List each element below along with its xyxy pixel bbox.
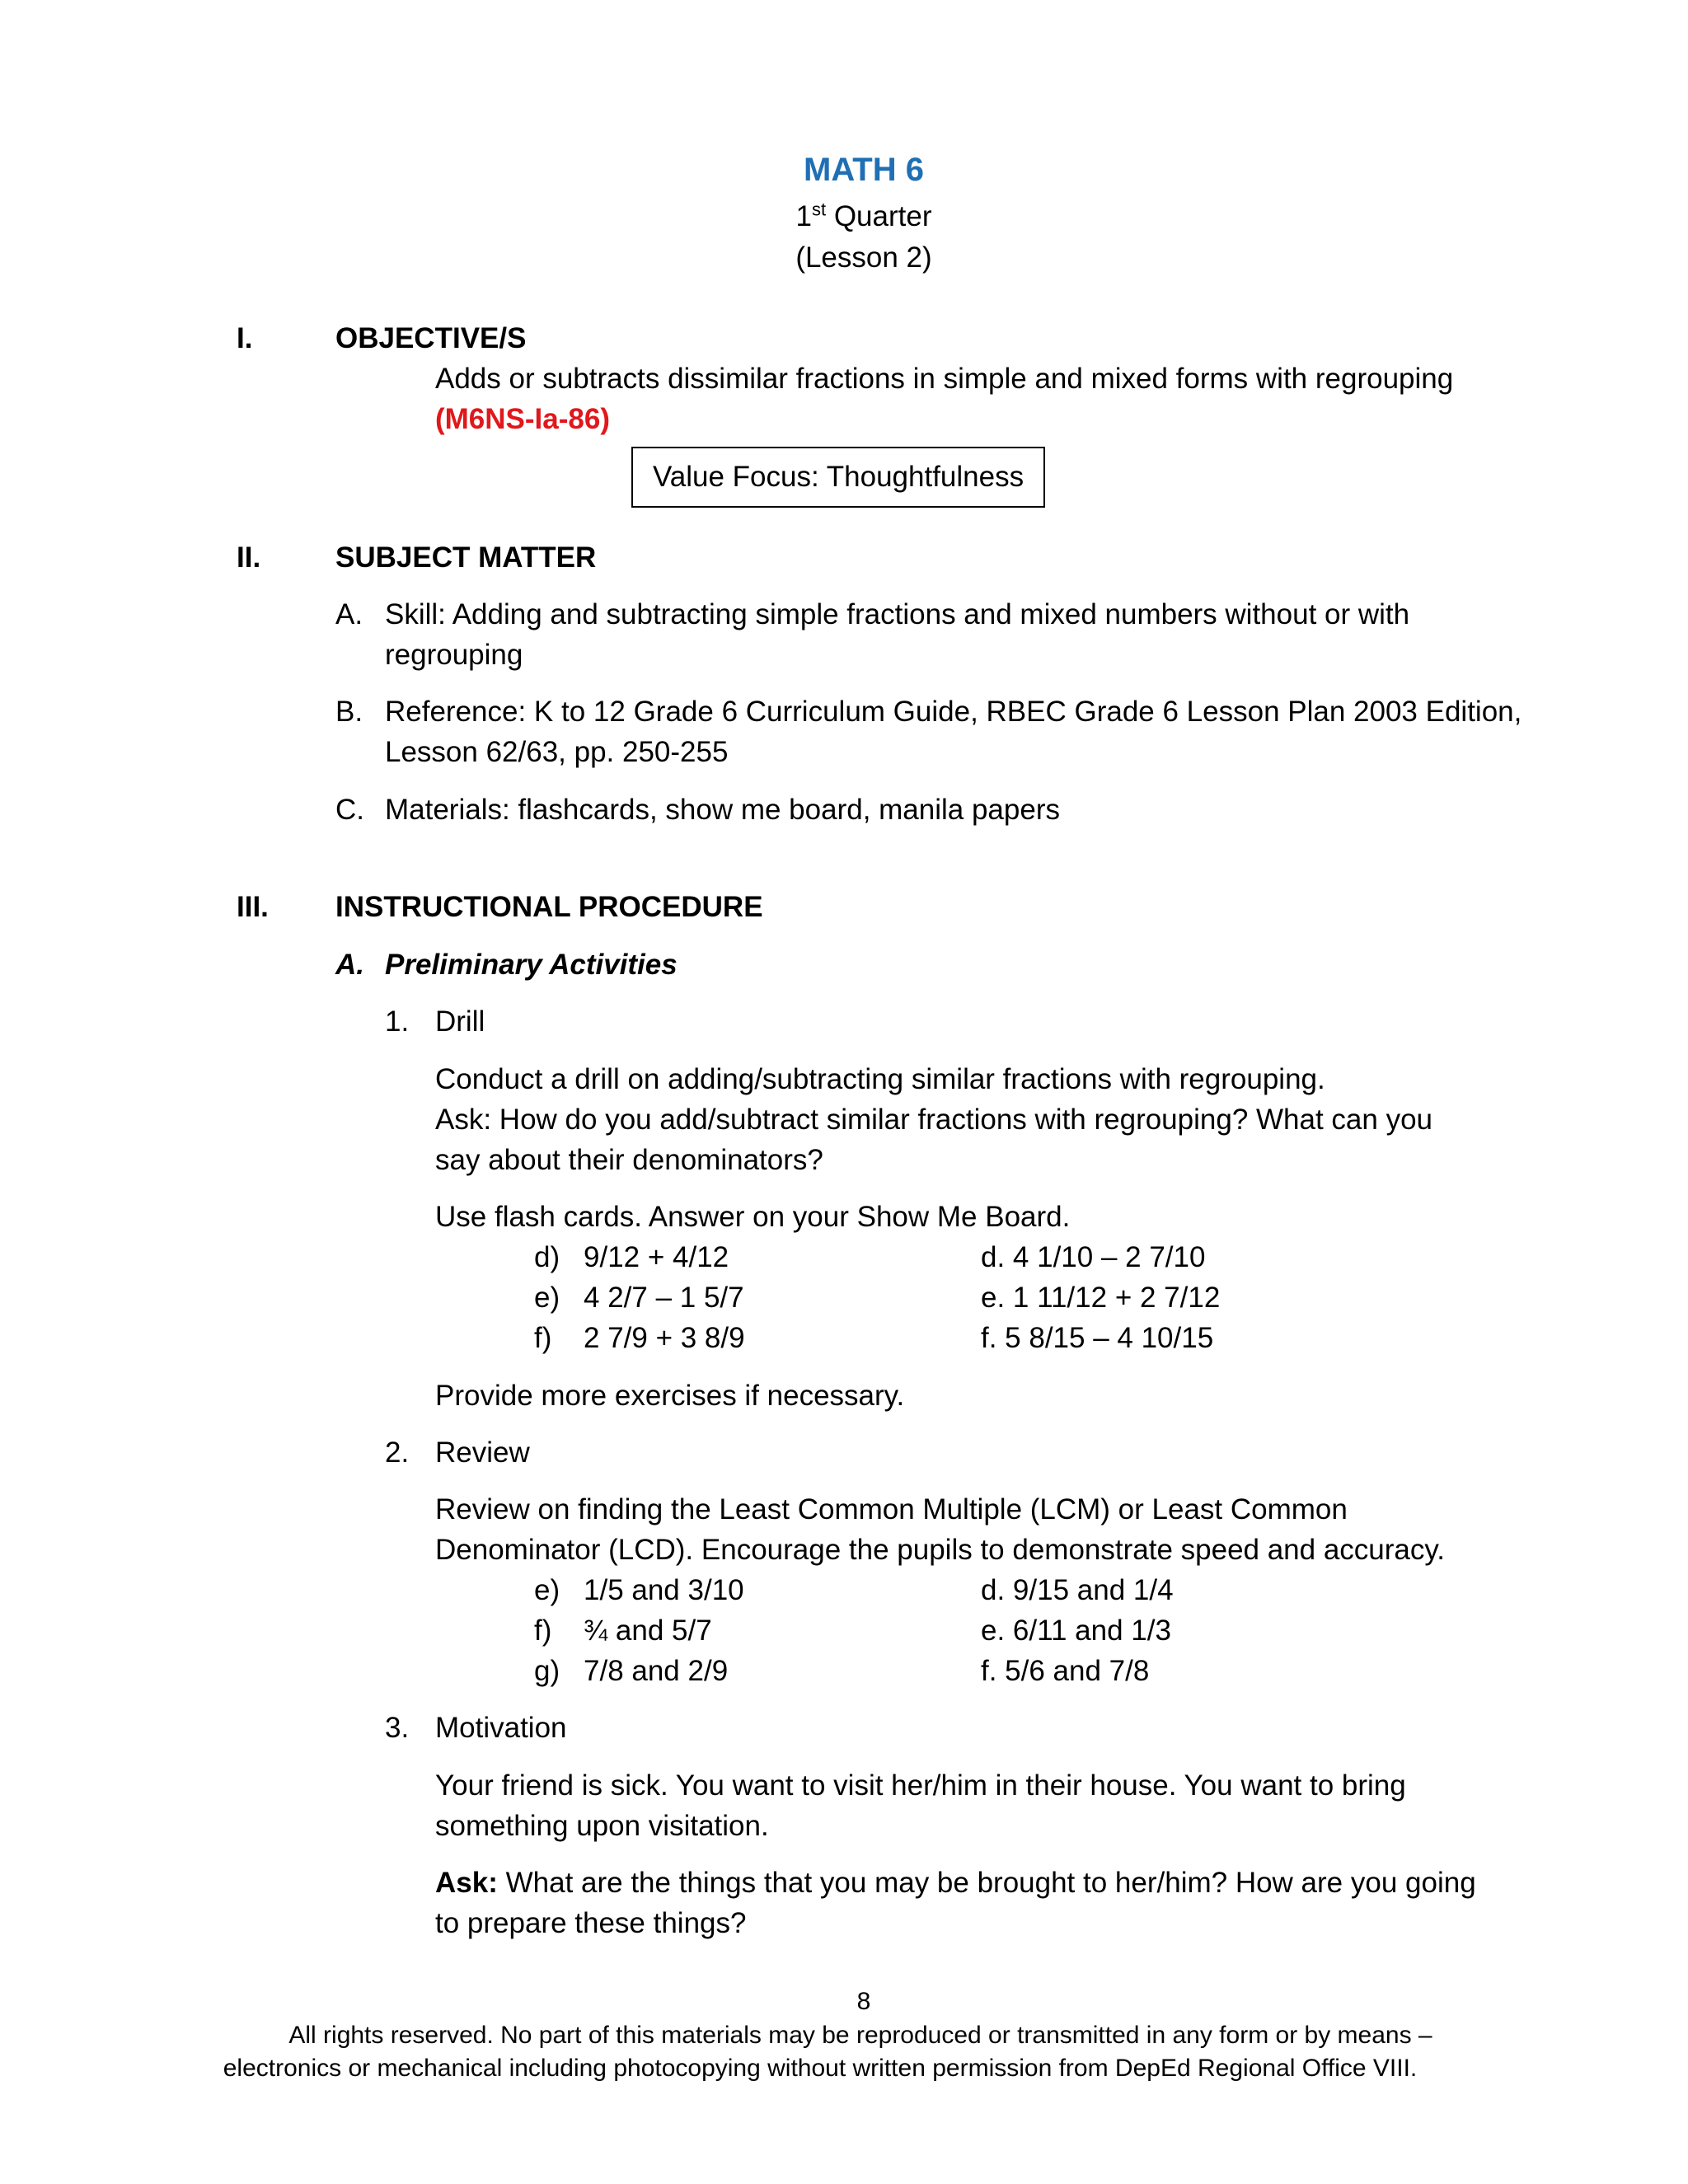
- objectives-heading: OBJECTIVE/S: [335, 322, 527, 354]
- drill-exercise: 4 2/7 – 1 5/7: [584, 1282, 744, 1314]
- drill-row-label: f): [534, 1322, 552, 1354]
- page-number: 8: [856, 1988, 871, 2015]
- copyright-line: All rights reserved. No part of this materials may be reproduced or transmitted in any form or by means –: [288, 2022, 1432, 2049]
- subject-matter-heading: SUBJECT MATTER: [335, 541, 597, 574]
- drill-exercise: e. 1 11/12 + 2 7/12: [981, 1282, 1221, 1314]
- motivation-paragraph: something upon visitation.: [435, 1810, 769, 1842]
- drill-exercise: f. 5 8/15 – 4 10/15: [981, 1322, 1214, 1354]
- subject-item-reference-cont: Lesson 62/63, pp. 250-255: [385, 736, 729, 768]
- drill-number: 1.: [385, 1005, 410, 1038]
- drill-exercise: 2 7/9 + 3 8/9: [584, 1322, 745, 1354]
- drill-instruction: Use flash cards. Answer on your Show Me Board.: [435, 1201, 1071, 1233]
- subject-item-letter: A.: [335, 598, 363, 630]
- motivation-question-cont: to prepare these things?: [435, 1907, 747, 1939]
- objectives-numeral: I.: [237, 322, 253, 354]
- review-row-label: g): [534, 1655, 560, 1687]
- motivation-paragraph: Your friend is sick. You want to visit her/him in their house. You want to bring: [435, 1769, 1406, 1802]
- quarter-ordinal: st: [811, 199, 827, 220]
- drill-note: Provide more exercises if necessary.: [435, 1380, 905, 1412]
- quarter-line: [0, 196, 1688, 237]
- review-row-label: e): [534, 1574, 560, 1606]
- subject-item-skill: Skill: Adding and subtracting simple fractions and mixed numbers without or with: [385, 598, 1410, 630]
- drill-exercise: 9/12 + 4/12: [584, 1241, 729, 1273]
- motivation-question: [435, 1863, 1476, 1903]
- quarter-word: Quarter: [826, 200, 932, 232]
- review-row-label: f): [534, 1615, 552, 1647]
- review-exercise: e. 6/11 and 1/3: [981, 1615, 1171, 1647]
- subject-item-materials: Materials: flashcards, show me board, manila papers: [385, 794, 1060, 826]
- review-exercise: 7/8 and 2/9: [584, 1655, 729, 1687]
- drill-row-label: e): [534, 1282, 560, 1314]
- drill-paragraph: say about their denominators?: [435, 1144, 823, 1176]
- subject-item-letter: B.: [335, 696, 363, 728]
- preliminary-letter: A.: [335, 949, 364, 981]
- drill-title: Drill: [435, 1005, 485, 1038]
- preliminary-heading: Preliminary Activities: [385, 949, 678, 981]
- ask-label: Ask:: [435, 1867, 498, 1899]
- ask-text: What are the things that you may be brought to her/him? How are you going: [497, 1867, 1476, 1899]
- drill-row-label: d): [534, 1241, 560, 1273]
- motivation-number: 3.: [385, 1712, 410, 1744]
- review-exercise: 1/5 and 3/10: [584, 1574, 744, 1606]
- review-exercise: ¾ and 5/7: [584, 1615, 712, 1647]
- review-exercise: d. 9/15 and 1/4: [981, 1574, 1174, 1606]
- subject-item-letter: C.: [335, 794, 364, 826]
- review-paragraph: Denominator (LCD). Encourage the pupils to demonstrate speed and accuracy.: [435, 1534, 1446, 1566]
- procedure-numeral: III.: [237, 891, 269, 923]
- review-title: Review: [435, 1436, 530, 1469]
- subject-item-skill-cont: regrouping: [385, 639, 523, 671]
- subject-item-reference: Reference: K to 12 Grade 6 Curriculum Guide, RBEC Grade 6 Lesson Plan 2003 Edition,: [385, 696, 1522, 728]
- review-paragraph: Review on finding the Least Common Multiple (LCM) or Least Common: [435, 1493, 1348, 1526]
- copyright-line: electronics or mechanical including photocopying without written permission from DepEd Regional Office VIII.: [223, 2055, 1418, 2082]
- subject-matter-numeral: II.: [237, 541, 261, 574]
- drill-exercise: d. 4 1/10 – 2 7/10: [981, 1241, 1206, 1273]
- procedure-heading: INSTRUCTIONAL PROCEDURE: [335, 891, 763, 923]
- review-number: 2.: [385, 1436, 410, 1469]
- quarter-number: 1: [795, 200, 812, 232]
- drill-paragraph: Conduct a drill on adding/subtracting similar fractions with regrouping.: [435, 1063, 1325, 1095]
- motivation-title: Motivation: [435, 1712, 567, 1744]
- drill-paragraph: Ask: How do you add/subtract similar fractions with regrouping? What can you: [435, 1104, 1433, 1136]
- value-focus-box: Value Focus: Thoughtfulness: [631, 447, 1045, 508]
- review-exercise: f. 5/6 and 7/8: [981, 1655, 1150, 1687]
- lesson-label: (Lesson 2): [795, 241, 932, 274]
- document-title: MATH 6: [804, 152, 924, 188]
- competency-code: (M6NS-Ia-86): [435, 403, 610, 435]
- objective-text: Adds or subtracts dissimilar fractions in simple and mixed forms with regrouping: [435, 363, 1454, 395]
